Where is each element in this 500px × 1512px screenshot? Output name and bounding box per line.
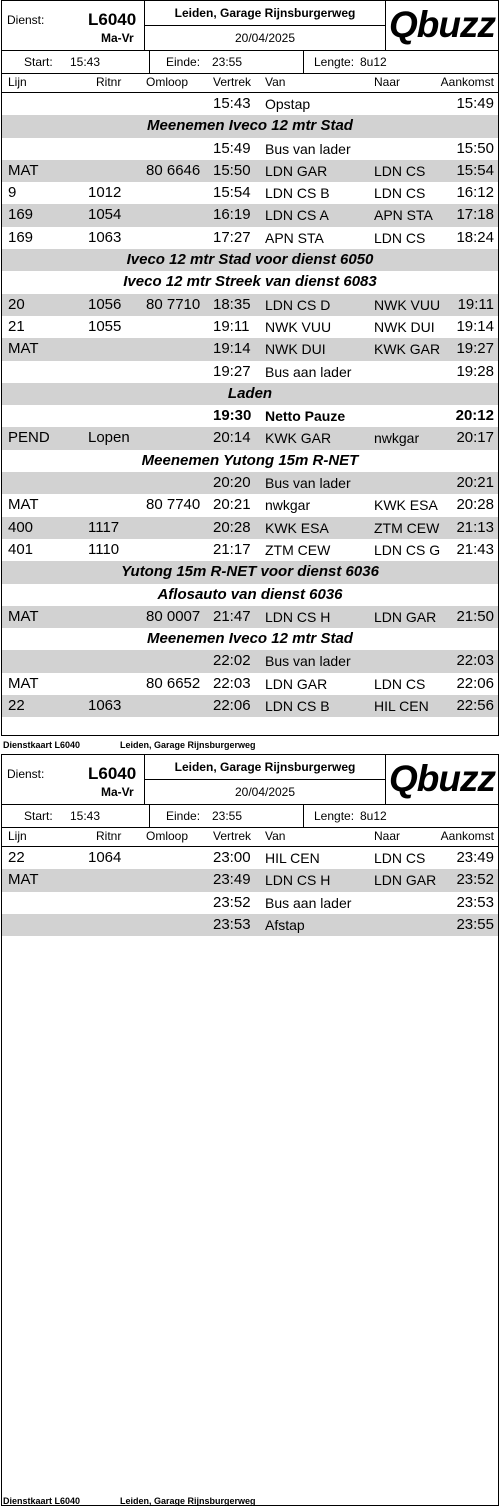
section-title: Meenemen Iveco 12 mtr Stad (147, 117, 353, 135)
page-frame (1, 754, 499, 1506)
divider (303, 805, 304, 827)
col-naar: Naar (374, 829, 401, 843)
divider (149, 51, 150, 73)
cell-lijn: MAT (8, 674, 39, 692)
trip-row (2, 338, 498, 360)
date: 20/04/2025 (234, 31, 296, 45)
trip-row (2, 182, 498, 204)
cell-aankomst: 19:14 (456, 317, 494, 335)
cell-ritnr: 1117 (88, 518, 120, 536)
trip-row (2, 869, 498, 891)
cell-vertrek: 23:00 (213, 849, 251, 866)
cell-omloop: 80 7740 (146, 496, 201, 514)
end-value: 23:55 (212, 809, 243, 823)
cell-vertrek: 15:50 (213, 161, 251, 179)
cell-ritnr: 1063 (88, 697, 122, 715)
cell-aankomst: 22:06 (456, 674, 494, 692)
cell-vertrek: 20:28 (213, 518, 251, 536)
dienst-code: L6040 (88, 764, 137, 783)
section-header (2, 249, 498, 271)
page-header (2, 755, 498, 804)
col-ritnr: Ritnr (96, 75, 122, 89)
cell-lijn: 400 (8, 518, 34, 536)
start-value: 15:43 (70, 809, 101, 823)
trip-row (2, 227, 498, 249)
col-van: Van (265, 829, 286, 843)
end-value: 23:55 (212, 55, 243, 69)
cell-naar: nwkgar (374, 430, 420, 447)
cell-aankomst: 23:53 (456, 893, 494, 911)
trip-row (2, 138, 498, 160)
cell-lijn: 169 (8, 228, 34, 246)
trip-row (2, 494, 498, 516)
col-lijn: Lijn (8, 829, 27, 843)
col-aankomst: Aankomst (440, 75, 494, 89)
cell-ritnr: 1063 (88, 228, 122, 246)
cell-aankomst: 22:56 (456, 697, 494, 715)
cell-lijn: 22 (8, 849, 25, 866)
cell-naar: APN STA (374, 207, 433, 224)
trip-row (2, 294, 498, 316)
section-header (2, 383, 498, 405)
trip-row (2, 517, 498, 539)
cell-van: Bus aan lader (265, 363, 352, 380)
page-frame (1, 0, 499, 736)
cell-aankomst: 19:11 (457, 295, 494, 313)
cell-aankomst: 21:13 (456, 518, 494, 536)
cell-van: Netto Pauze (265, 408, 346, 425)
length-label: Lengte: (314, 55, 355, 69)
col-ritnr: Ritnr (96, 829, 122, 843)
section-title: Meenemen Iveco 12 mtr Stad (147, 630, 353, 648)
section-title: Iveco 12 mtr Streek van dienst 6083 (123, 273, 377, 291)
cell-lijn: 20 (8, 295, 25, 313)
dienstkaart-page-2 (0, 754, 500, 1506)
cell-aankomst: 20:21 (456, 474, 494, 492)
footer-label: Dienstkaart L6040 (3, 1496, 81, 1506)
cell-omloop: 80 7710 (146, 295, 201, 313)
trip-row (2, 650, 498, 672)
trip-row (2, 204, 498, 226)
qbuzz-logo: Qbuzz (389, 4, 495, 45)
cell-aankomst: 17:18 (456, 206, 494, 224)
pause-row (2, 405, 498, 427)
cell-van: Opstap (265, 96, 311, 112)
cell-aankomst: 20:12 (455, 407, 494, 425)
cell-lijn: 22 (8, 697, 25, 715)
cell-vertrek: 20:21 (213, 496, 251, 514)
cell-van: Afstap (265, 916, 305, 933)
cell-vertrek: 15:54 (213, 184, 251, 202)
section-header (2, 450, 498, 472)
divider (149, 805, 150, 827)
length-value: 8u12 (360, 809, 387, 823)
cell-van: nwkgar (265, 497, 311, 514)
cell-vertrek: 23:53 (213, 915, 251, 933)
trip-table (2, 847, 498, 936)
col-lijn: Lijn (8, 75, 27, 89)
cell-vertrek: 16:19 (213, 206, 251, 224)
trip-row (2, 160, 498, 182)
cell-aankomst: 22:03 (456, 652, 494, 670)
divider (385, 755, 386, 804)
trip-table (2, 93, 498, 717)
cell-aankomst: 15:50 (456, 139, 494, 157)
col-vertrek: Vertrek (213, 829, 252, 843)
cell-naar: LDN GAR (374, 608, 437, 625)
col-omloop: Omloop (146, 829, 189, 843)
cell-omloop: 80 6646 (146, 161, 201, 179)
cell-aankomst: 23:52 (456, 871, 494, 889)
column-header (2, 74, 498, 93)
cell-van: NWK VUU (265, 318, 332, 335)
cell-vertrek: 20:20 (213, 474, 251, 492)
section-title: Meenemen Yutong 15m R-NET (141, 451, 359, 469)
cell-van: Bus aan lader (265, 894, 352, 911)
section-title: Laden (227, 384, 273, 402)
cell-aankomst: 15:54 (456, 161, 494, 179)
column-header (2, 828, 498, 847)
divider (385, 1, 386, 50)
cell-naar: HIL CEN (374, 698, 429, 715)
divider (303, 51, 304, 73)
date: 20/04/2025 (234, 785, 296, 799)
cell-naar: LDN CS (374, 162, 426, 179)
trip-row (2, 316, 498, 338)
dienst-code: L6040 (88, 10, 137, 29)
dienst-days: Ma-Vr (101, 31, 134, 45)
cell-van: Bus van lader (265, 475, 351, 492)
col-vertrek: Vertrek (213, 75, 252, 89)
cell-ritnr: 1064 (88, 849, 122, 866)
cell-vertrek: 23:52 (213, 893, 251, 911)
cell-van: LDN GAR (265, 675, 328, 692)
cell-lijn: 9 (8, 184, 17, 202)
cell-van: LDN CS D (265, 296, 331, 313)
cell-ritnr: 1055 (88, 317, 122, 335)
cell-vertrek: 22:02 (213, 652, 251, 670)
cell-naar: LDN CS (374, 229, 426, 246)
cell-aankomst: 19:28 (456, 362, 494, 380)
cell-lijn: MAT (8, 340, 39, 358)
cell-aankomst: 21:43 (456, 540, 494, 558)
cell-vertrek: 23:49 (213, 871, 251, 889)
cell-lijn: MAT (8, 496, 39, 514)
cell-van: LDN CS A (265, 207, 329, 224)
location: Leiden, Garage Rijnsburgerweg (145, 1, 385, 26)
footer-location: Leiden, Garage Rijnsburgerweg (120, 1496, 256, 1506)
trip-row (2, 847, 498, 869)
cell-aankomst: 20:28 (456, 496, 494, 514)
cell-vertrek: 15:43 (213, 95, 251, 112)
cell-naar: LDN GAR (374, 872, 437, 889)
cell-naar: KWK ESA (374, 497, 438, 514)
trip-row (2, 606, 498, 628)
cell-van: Bus van lader (265, 653, 351, 670)
cell-lijn: MAT (8, 871, 39, 889)
end-label: Einde: (166, 809, 201, 823)
cell-naar: NWK VUU (374, 296, 441, 313)
cell-vertrek: 19:27 (213, 362, 251, 380)
cell-aankomst: 19:27 (456, 340, 494, 358)
trip-row (2, 914, 498, 936)
cell-naar: KWK GAR (374, 341, 441, 358)
section-header (2, 271, 498, 293)
cell-naar: ZTM CEW (374, 519, 440, 536)
cell-van: Bus van lader (265, 140, 351, 157)
trip-row (2, 427, 498, 449)
section-title: Yutong 15m R-NET voor dienst 6036 (121, 563, 379, 581)
cell-aankomst: 18:24 (456, 228, 494, 246)
cell-vertrek: 21:47 (213, 607, 251, 625)
cell-omloop: 80 6652 (146, 674, 201, 692)
cell-vertrek: 18:35 (213, 295, 251, 313)
cell-vertrek: 22:06 (213, 697, 251, 715)
cell-lijn: 21 (8, 317, 25, 335)
location: Leiden, Garage Rijnsburgerweg (145, 755, 385, 780)
cell-naar: LDN CS (374, 675, 426, 692)
cell-vertrek: 22:03 (213, 674, 251, 692)
cell-aankomst: 23:55 (456, 915, 494, 933)
col-aankomst: Aankomst (440, 829, 494, 843)
dienstkaart-page-1 (0, 0, 500, 736)
cell-van: LDN CS H (265, 872, 331, 889)
section-header (2, 561, 498, 583)
section-header (2, 584, 498, 606)
info-bar (2, 805, 498, 827)
cell-lijn: MAT (8, 161, 39, 179)
cell-lijn: 401 (8, 540, 34, 558)
cell-ritnr: 1110 (88, 540, 120, 558)
cell-van: LDN GAR (265, 162, 328, 179)
section-title: Aflosauto van dienst 6036 (157, 585, 343, 603)
section-header (2, 115, 498, 137)
trip-row (2, 695, 498, 717)
start-label: Start: (24, 809, 53, 823)
cell-van: LDN CS B (265, 185, 330, 202)
cell-lijn: MAT (8, 607, 39, 625)
cell-van: KWK GAR (265, 430, 332, 447)
cell-van: LDN CS H (265, 608, 331, 625)
cell-naar: LDN CS (374, 850, 426, 866)
cell-naar: LDN CS G (374, 541, 441, 558)
info-bar (2, 51, 498, 73)
cell-vertrek: 19:30 (213, 407, 252, 425)
qbuzz-logo: Qbuzz (389, 758, 495, 799)
cell-omloop: 80 0007 (146, 607, 201, 625)
cell-aankomst: 23:49 (456, 849, 494, 866)
cell-vertrek: 21:17 (213, 540, 251, 558)
cell-aankomst: 16:12 (456, 184, 494, 202)
cell-van: HIL CEN (265, 850, 320, 866)
col-van: Van (265, 75, 286, 89)
trip-row (2, 892, 498, 914)
cell-aankomst: 15:49 (456, 95, 494, 112)
cell-van: LDN CS B (265, 698, 330, 715)
cell-van: ZTM CEW (265, 541, 331, 558)
cell-vertrek: 19:11 (213, 317, 250, 335)
start-label: Start: (24, 55, 53, 69)
cell-aankomst: 21:50 (456, 607, 494, 625)
cell-van: NWK DUI (265, 341, 326, 358)
cell-aankomst: 20:17 (456, 429, 494, 447)
cell-naar: LDN CS (374, 185, 426, 202)
cell-ritnr: 1012 (88, 184, 122, 202)
dienst-label: Dienst: (7, 13, 45, 27)
trip-row (2, 472, 498, 494)
trip-row (2, 673, 498, 695)
col-naar: Naar (374, 75, 401, 89)
cell-ritnr: Lopen (88, 429, 130, 447)
dienst-label: Dienst: (7, 767, 45, 781)
cell-van: APN STA (265, 229, 324, 246)
cell-ritnr: 1054 (88, 206, 122, 224)
cell-vertrek: 17:27 (213, 228, 251, 246)
cell-vertrek: 19:14 (213, 340, 251, 358)
cell-lijn: PEND (8, 429, 50, 447)
footer-label: Dienstkaart L6040 (3, 740, 81, 750)
dienst-days: Ma-Vr (101, 785, 134, 799)
cell-van: KWK ESA (265, 519, 329, 536)
length-label: Lengte: (314, 809, 355, 823)
section-title: Iveco 12 mtr Stad voor dienst 6050 (126, 251, 374, 269)
trip-row (2, 539, 498, 561)
cell-lijn: 169 (8, 206, 34, 224)
trip-row (2, 93, 498, 115)
section-header (2, 628, 498, 650)
cell-vertrek: 20:14 (213, 429, 251, 447)
page-header (2, 1, 498, 50)
end-label: Einde: (166, 55, 201, 69)
footer-location: Leiden, Garage Rijnsburgerweg (120, 740, 256, 750)
cell-ritnr: 1056 (88, 295, 122, 313)
start-value: 15:43 (70, 55, 101, 69)
cell-vertrek: 15:49 (213, 139, 251, 157)
length-value: 8u12 (360, 55, 387, 69)
cell-naar: NWK DUI (374, 318, 435, 335)
col-omloop: Omloop (146, 75, 189, 89)
trip-row (2, 361, 498, 383)
